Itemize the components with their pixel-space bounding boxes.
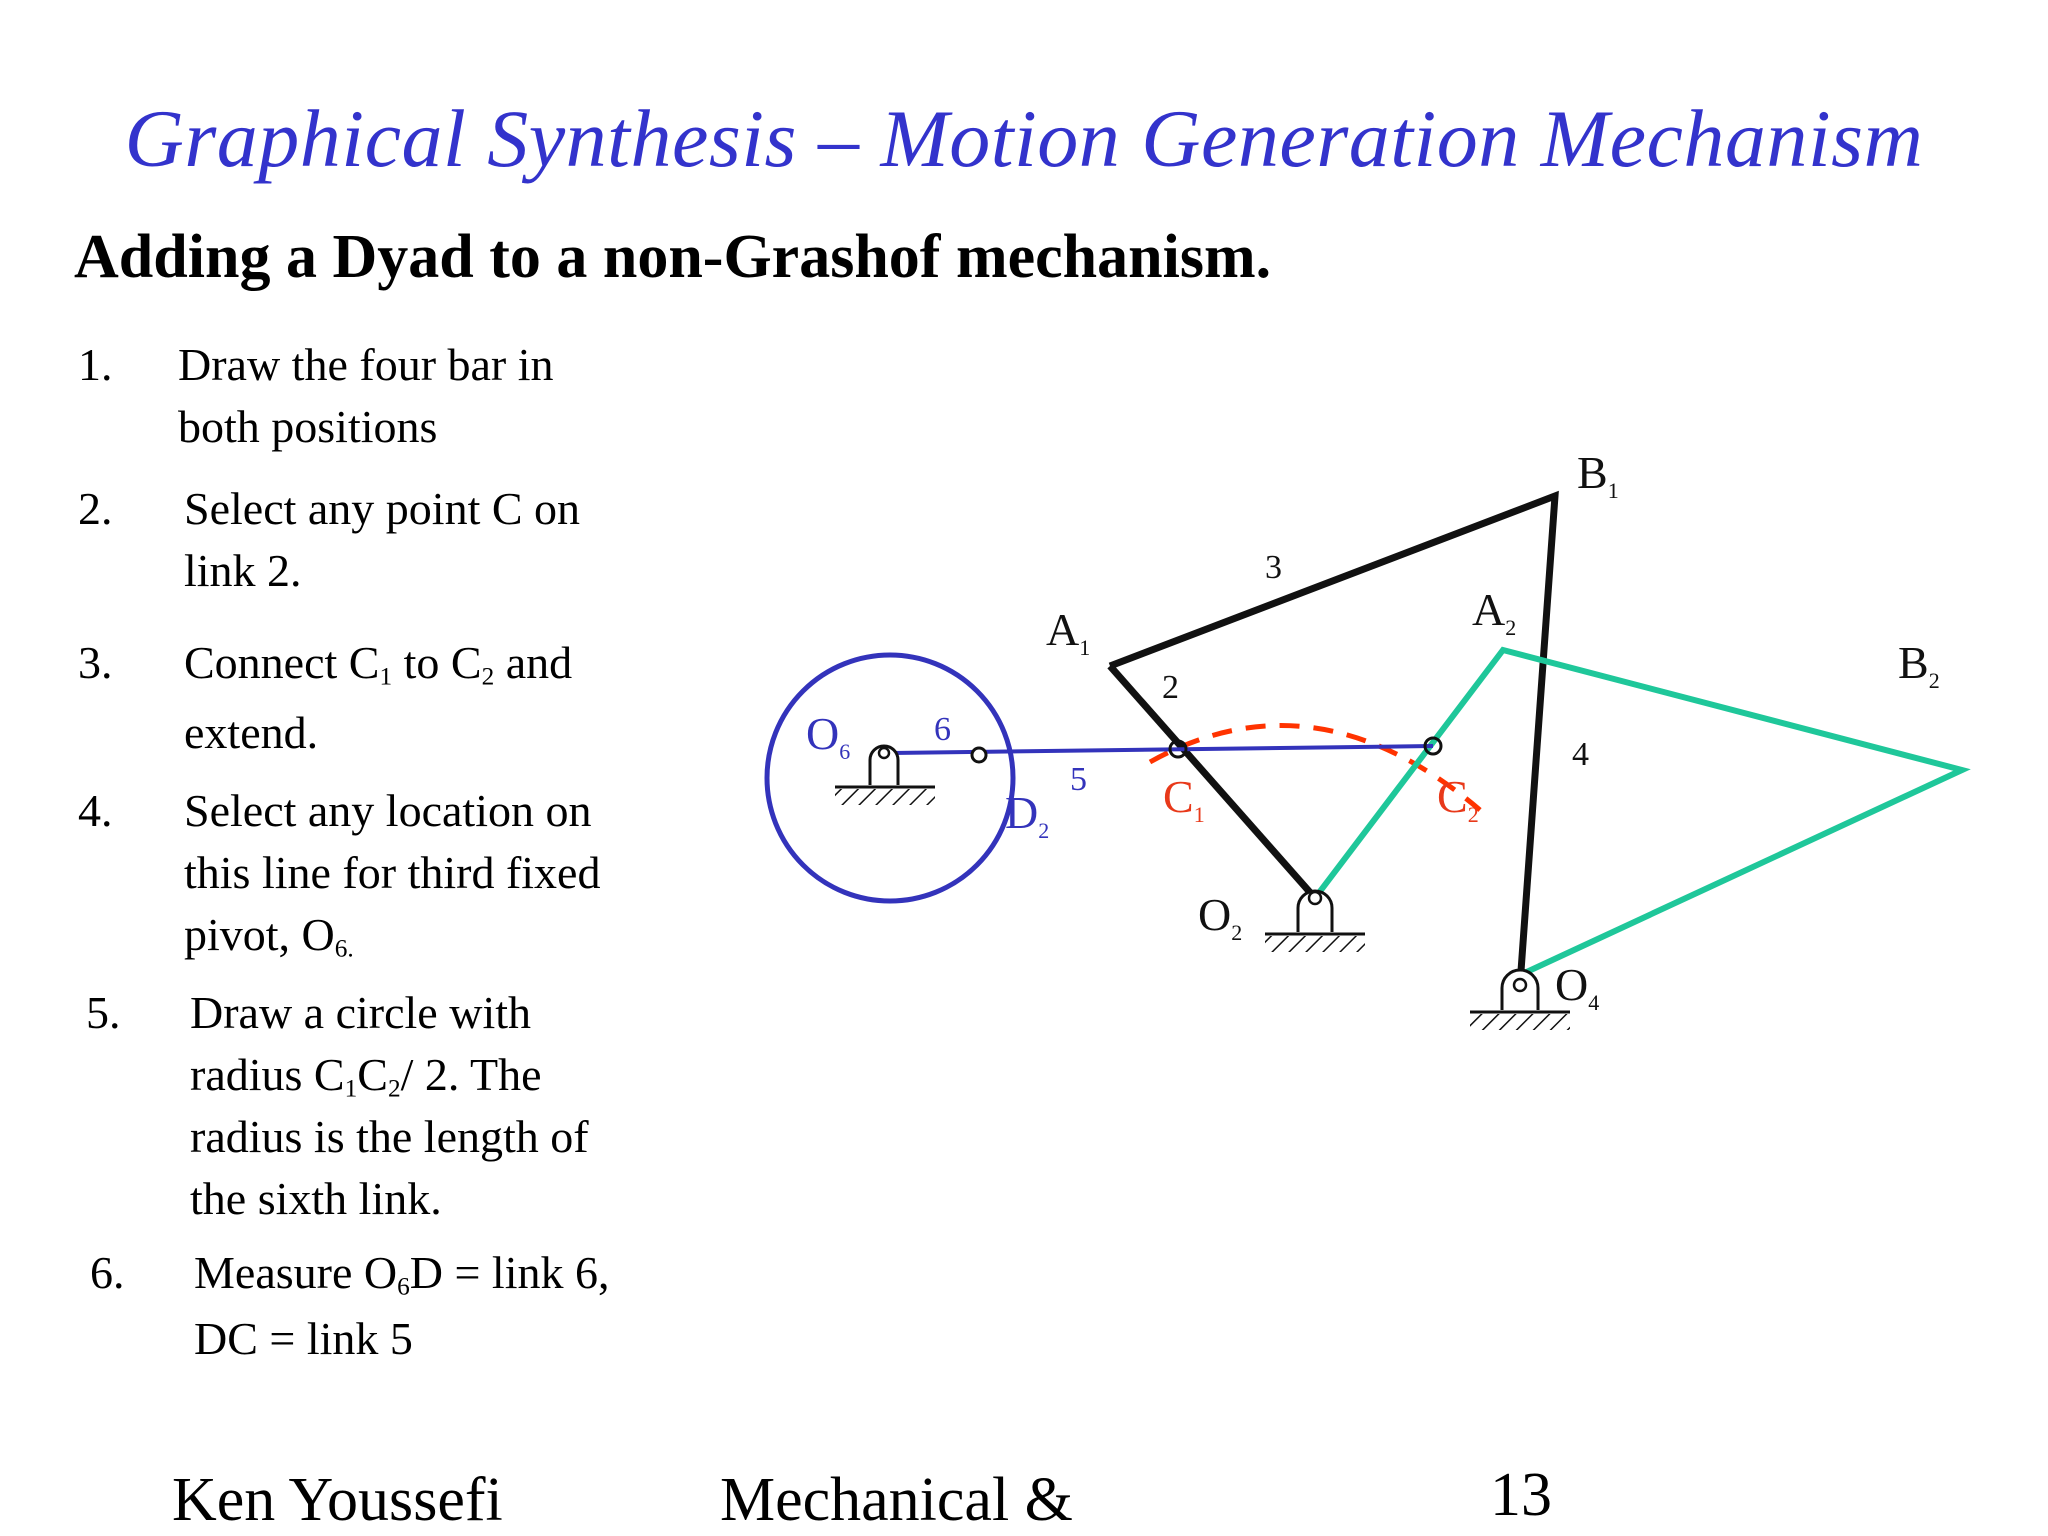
step-line: DC = link 5 <box>194 1313 413 1364</box>
slide-title: Graphical Synthesis – Motion Generation Mechanism <box>124 93 1924 184</box>
step-line: Draw the four bar in <box>178 339 554 390</box>
page-number: 13 <box>1490 1461 1552 1529</box>
step-line: Draw a circle with <box>190 987 532 1038</box>
link-2-pos1 <box>1110 666 1315 898</box>
four-bar-pos2 <box>1315 650 1962 975</box>
footer-department: Mechanical & <box>720 1466 1073 1534</box>
label-c2: $C_2$ <box>1437 771 1479 827</box>
step-line: radius $C_1C_2/$ 2. The <box>190 1049 542 1103</box>
label-link-2: 2 <box>1162 669 1179 706</box>
joint-d2 <box>972 748 986 762</box>
label-o4: $O_4$ <box>1555 959 1600 1015</box>
step-line: Select any point C on <box>184 483 581 534</box>
label-b2: $B_2$ <box>1898 637 1940 693</box>
label-o2: $O_2$ <box>1198 889 1243 945</box>
label-link-3: 3 <box>1265 549 1282 586</box>
label-link-6: 6 <box>934 711 951 748</box>
step-number: 4. <box>78 785 113 836</box>
step-line: Connect $C_1$ to $C_2$ and <box>184 637 573 691</box>
step-line: both positions <box>178 401 438 452</box>
step-number: 2. <box>78 483 113 534</box>
label-o6: $O_6$ <box>806 708 851 764</box>
step-number: 3. <box>78 637 113 688</box>
label-a1: $A_1$ <box>1046 604 1091 660</box>
footer-author: Ken Youssefi <box>172 1466 503 1534</box>
step-line: this line for third fixed <box>184 847 601 898</box>
step-line: pivot, $O_{6.}$ <box>184 909 354 963</box>
step-line: link 2. <box>184 545 302 596</box>
step-line: Measure $O_6D$ = link 6, <box>194 1247 610 1301</box>
step-number: 6. <box>90 1247 125 1298</box>
label-a2: $A_2$ <box>1472 584 1517 640</box>
label-d2: $D_2$ <box>1005 787 1050 843</box>
step-line: Select any location on <box>184 785 592 836</box>
slide-subtitle: Adding a Dyad to a non-Grashof mechanism. <box>74 223 1272 291</box>
label-b1: $B_1$ <box>1577 447 1619 503</box>
label-link-5: 5 <box>1070 761 1087 798</box>
step-number: 5. <box>86 987 121 1038</box>
label-c1: $C_1$ <box>1163 771 1205 827</box>
step-line: radius is the length of <box>190 1111 589 1162</box>
ground-pivot-o2 <box>1265 891 1365 952</box>
step-line: the sixth link. <box>190 1173 442 1224</box>
step-line: extend. <box>184 707 319 758</box>
label-link-4: 4 <box>1572 736 1589 773</box>
step-number: 1. <box>78 339 113 390</box>
